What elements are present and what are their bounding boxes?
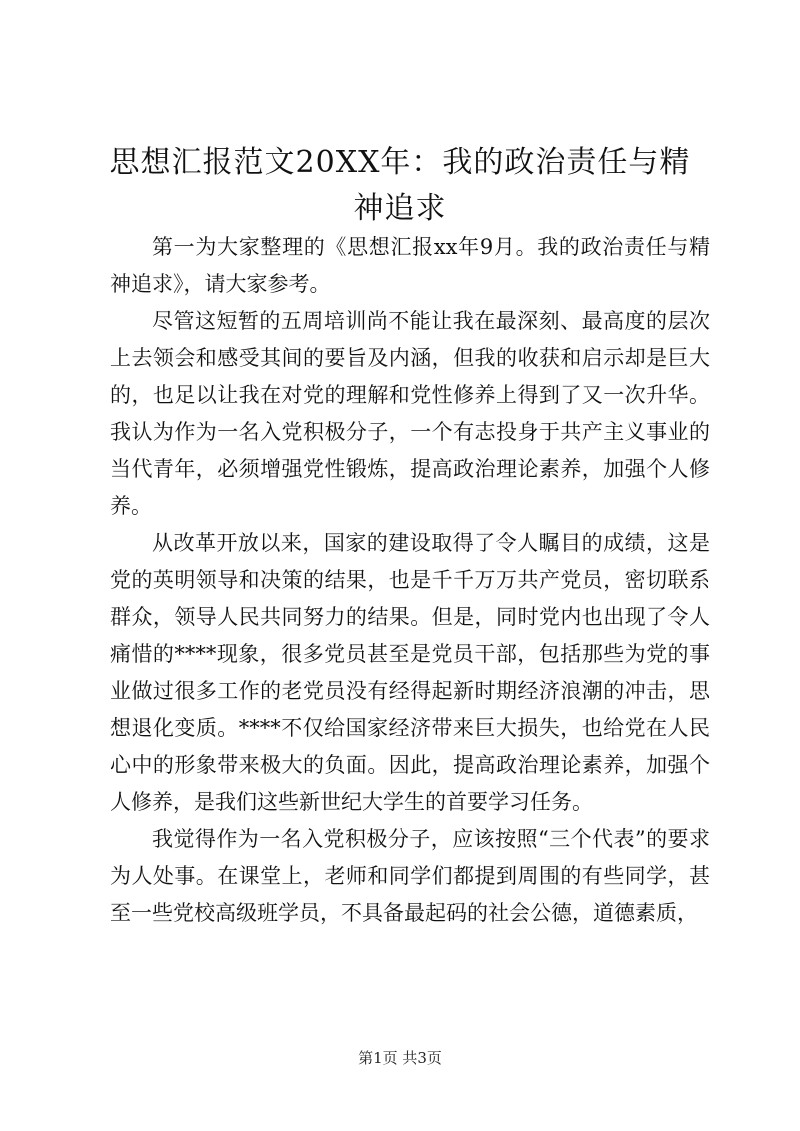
paragraph-three-represents: 我觉得作为一名入党积极分子，应该按照“三个代表”的要求为人处事。在课堂上，老师和同学们都提到周围的有些同学，甚至一些党校高级班学员，不具备最起码的社会公德，道德素质， — [110, 827, 710, 925]
page-footer: 第1页 共3页 — [358, 1049, 442, 1067]
document-title: 思想汇报范文20XX年：我的政治责任与精神追求 — [109, 145, 691, 226]
paragraph-training: 尽管这短暂的五周培训尚不能让我在最深刻、最高度的层次上去领会和感受其间的要旨及内涵，但我的收获和启示却是巨大的，也足以让我在对党的理解和党性修养上得到了又一次升华。我认为作为一名入党积极分子，一个有志投身于共产主义事业的当代青年，必须增强党性锻炼，提高政治理论素养，加强个人修养。 — [110, 309, 710, 518]
paragraph-intro: 第一为大家整理的《思想汇报xx年9月。我的政治责任与精神追求》，请大家参考。 — [110, 235, 710, 296]
document-body — [110, 229, 710, 932]
paragraph-reform: 从改革开放以来，国家的建设取得了令人瞩目的成绩，这是党的英明领导和决策的结果，也是千千万万共产党员，密切联系群众，领导人民共同努力的结果。但是，同时党内也出现了令人痛惜的****现象，很多党员甚至是党员干部，包括那些为党的事业做过很多工作的老党员没有经得起新时期经济浪潮的冲击，思想退化变质。****不仅给国家经济带来巨大损失，也给党在人民心中的形象带来极大的负面。因此，提高政治理论素养，加强个人修养，是我们这些新世纪大学生的首要学习任务。 — [110, 531, 710, 814]
